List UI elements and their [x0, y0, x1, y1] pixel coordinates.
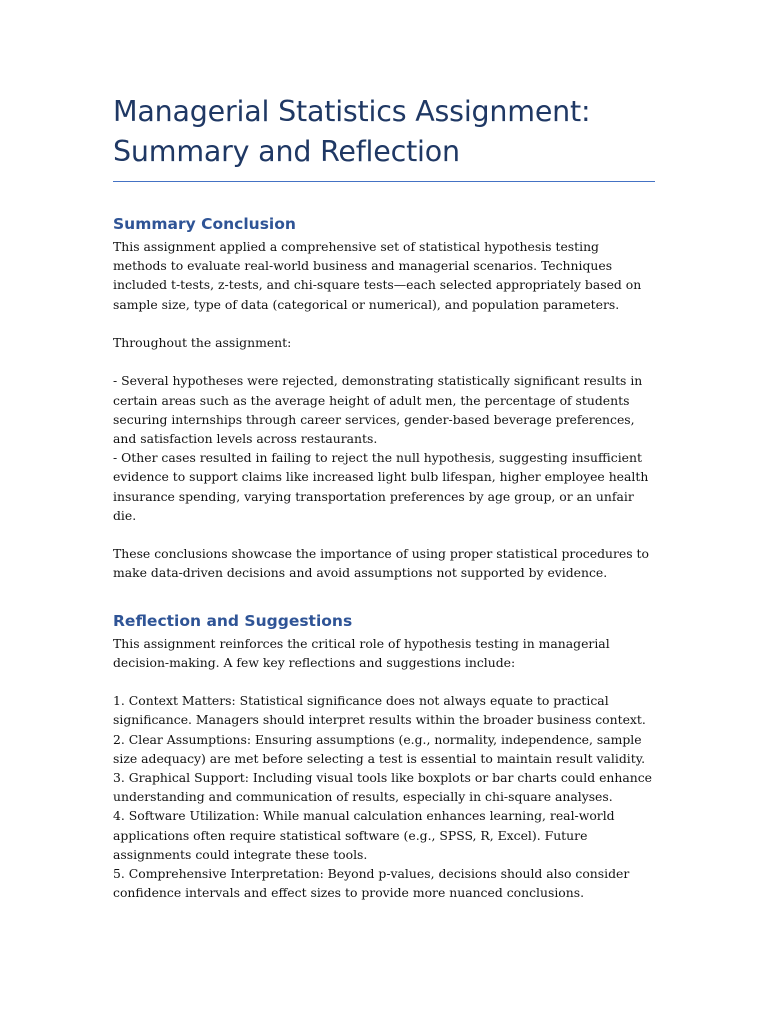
summary-heading: Summary Conclusion — [113, 215, 296, 233]
summary-point-rejected: - Several hypotheses were rejected, demonstrating statistically significant results in certain areas such as the average height of adult men, the percentage of students securing internships through career services, gender-based beverage preferences, and satisfaction levels across restaurants. — [113, 373, 643, 446]
summary-throughout-paragraph: Throughout the assignment: — [113, 335, 292, 350]
reflection-item-graphical: 3. Graphical Support: Including visual tools like boxplots or bar charts could enhance understanding and communication of results, especially in chi-square analyses. — [113, 770, 652, 805]
summary-closing-paragraph: These conclusions showcase the importance of using proper statistical procedures to make data-driven decisions and avoid assumptions not supported by evidence. — [113, 546, 649, 581]
paragraph-spacer — [113, 352, 655, 371]
title-underline-rule — [113, 181, 655, 182]
title-line-2: Summary and Reflection — [113, 135, 460, 168]
paragraph-spacer — [113, 672, 655, 691]
title-line-1: Managerial Statistics Assignment: — [113, 95, 591, 128]
summary-point-failed-to-reject: - Other cases resulted in failing to reject the null hypothesis, suggesting insufficient evidence to support claims like increased light bulb lifespan, higher employee health insurance spending, varying transportation preferences by age group, or an unfair die. — [113, 450, 649, 523]
reflection-heading: Reflection and Suggestions — [113, 611, 353, 630]
reflection-item-interpretation: 5. Comprehensive Interpretation: Beyond p-values, decisions should also consider confidence intervals and effect sizes to provide more nuanced conclusions. — [113, 866, 630, 901]
paragraph-spacer — [113, 525, 655, 544]
document-title — [113, 92, 655, 172]
reflection-item-context: 1. Context Matters: Statistical significance does not always equate to practical significance. Managers should interpret results within the broader business context. — [113, 693, 646, 728]
paragraph-spacer — [113, 314, 655, 333]
reflection-item-software: 4. Software Utilization: While manual calculation enhances learning, real-world applications often require statistical software (e.g., SPSS, R, Excel). Future assignments could integrate these tools. — [113, 808, 615, 862]
summary-intro-paragraph: This assignment applied a comprehensive set of statistical hypothesis testing methods to evaluate real-world business and managerial scenarios. Techniques included t-tests, z-tests, and chi-square tests—each selected appropriately based on sample size, type of data (categorical or numerical), and population parameters. — [113, 239, 642, 312]
reflection-item-assumptions: 2. Clear Assumptions: Ensuring assumptions (e.g., normality, independence, sample size adequacy) are met before selecting a test is essential to maintain result validity. — [113, 731, 646, 766]
reflection-intro-paragraph: This assignment reinforces the critical role of hypothesis testing in managerial decision-making. A few key reflections and suggestions include: — [113, 635, 610, 670]
summary-section — [113, 237, 655, 583]
document-page — [113, 92, 655, 902]
reflection-section — [113, 634, 655, 903]
